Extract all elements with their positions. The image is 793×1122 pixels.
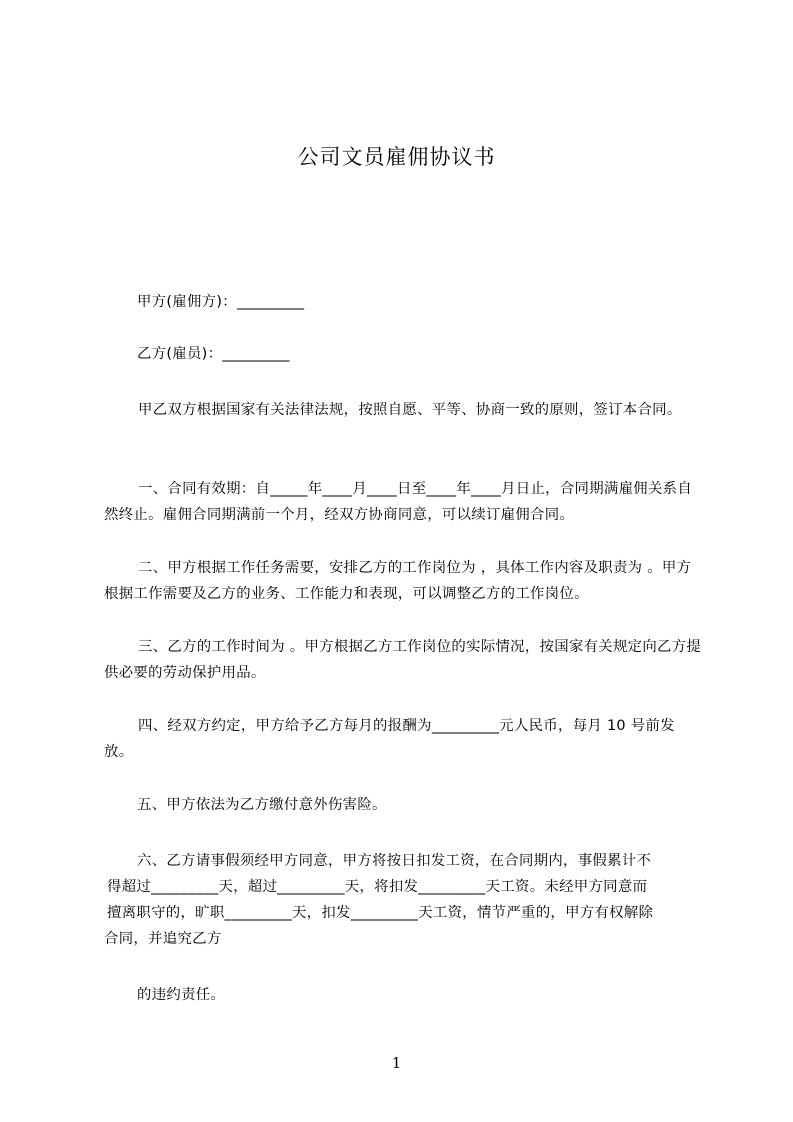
party-a-line: 甲方(雇佣方)：_________ [137, 294, 305, 310]
party-b-line: 乙方(雇员)：_________ [137, 346, 290, 362]
clause-6-tail: 的违约责任。 [137, 987, 226, 1003]
page-number: 1 [391, 1054, 402, 1072]
clause-6-line-4: 合同，并追究乙方 [104, 931, 222, 947]
clause-3-paragraph: 三、乙方的工作时间为 。甲方根据乙方工作岗位的实际情况，按国家有关规定向乙方提供必要的劳动保护用品。 [104, 639, 702, 681]
clause-4-paragraph: 四、经双方约定，甲方给予乙方每月的报酬为_________元人民币，每月 10 号前发放。 [104, 718, 675, 760]
clause-2-paragraph: 二、甲方根据工作任务需要，安排乙方的工作岗位为 ，具体工作内容及职责为 。甲方根据工作需要及乙方的业务、工作能力和表现，可以调整乙方的工作岗位。 [104, 560, 692, 602]
clause-6-line-1: 六、乙方请事假须经甲方同意，甲方将按日扣发工资，在合同期内，事假累计不 [137, 853, 652, 869]
clause-5-paragraph: 五、甲方依法为乙方缴付意外伤害险。 [137, 797, 387, 813]
document-title: 公司文员雇佣协议书 [297, 145, 496, 169]
clause-6-line-2: 得超过_________天，超过_________天，将扣发_________天工资。未经甲方同意而 [107, 879, 648, 895]
intro-paragraph: 甲乙双方根据国家有关法律法规，按照自愿、平等、协商一致的原则，签订本合同。 [138, 402, 682, 418]
clause-6-line-3: 擅离职守的，旷职_________天，扣发_________天工资，情节严重的，甲方有权解除 [107, 905, 654, 921]
clause-1-paragraph: 一、合同有效期：自_____年____月____日至____年____月日止，合同期满雇佣关系自然终止。雇佣合同期满前一个月，经双方协商同意，可以续订雇佣合同。 [104, 481, 693, 523]
